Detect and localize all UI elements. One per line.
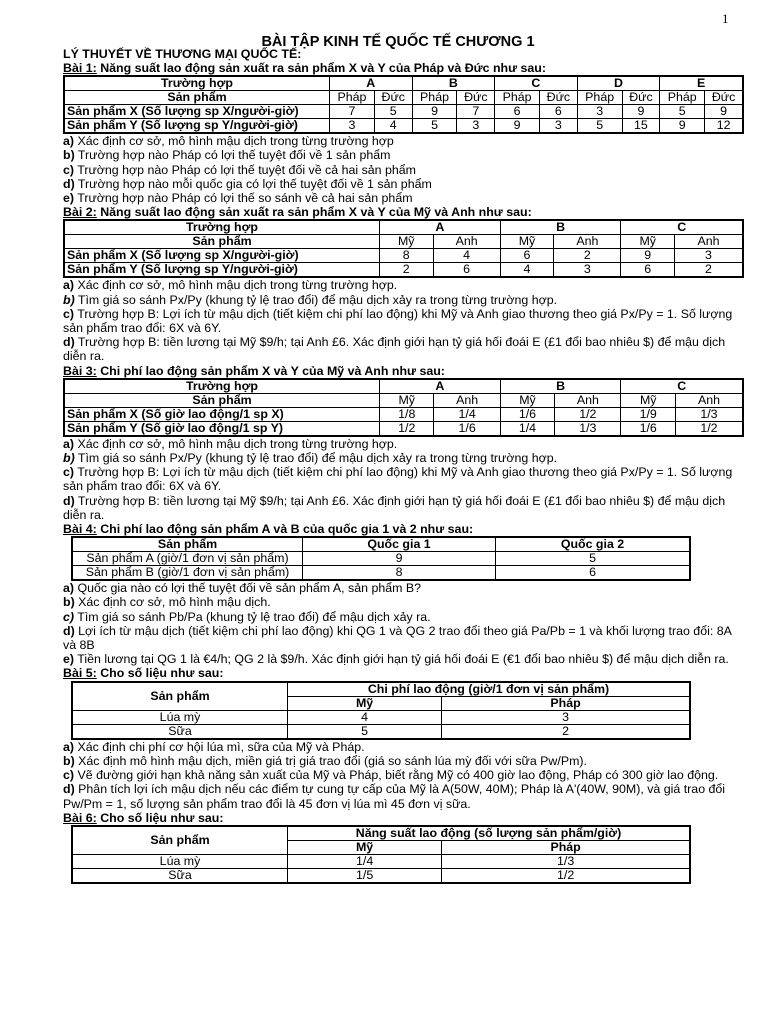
table-cell: 3 <box>330 119 375 134</box>
exercise-4-heading: Bài 4: Chi phí lao động sản phẩm A và B của quốc gia 1 và 2 như sau: <box>63 522 474 537</box>
exercise-1-heading: Bài 1: Năng suất lao động sản xuất ra sản phẩm X và Y của Pháp và Đức như sau: <box>63 61 546 75</box>
case-header: C <box>621 379 743 394</box>
table-cell: 1/5 <box>288 868 442 883</box>
table-cell: 1/6 <box>434 421 500 436</box>
exercise-4-table <box>71 536 691 581</box>
question: b) Tìm giá so sánh Px/Py (khung tỷ lệ trao đổi) để mậu dịch xảy ra trong từng trường hợp. <box>63 451 558 466</box>
question: e) Tiền lương tại QG 1 là €4/h; QG 2 là $9/h. Xác định giới hạn tỷ giá hối đoái E (€1 đổi bao nhiêu $) để mậu dịch diễn ra. <box>63 652 729 667</box>
row-label: Sản phẩm Y (Số lượng sp Y/người-giờ) <box>64 263 380 278</box>
table-row <box>64 249 743 263</box>
row-label: Lúa mỳ <box>72 854 288 868</box>
country-header: Pháp <box>442 696 690 710</box>
table-cell: 4 <box>374 119 412 134</box>
table-cell: 3 <box>442 710 690 724</box>
table-cell: 3 <box>554 263 621 278</box>
case-header: A <box>380 220 501 235</box>
row-label: Sản phẩm X (Số lượng sp X/người-giờ) <box>64 105 330 119</box>
exercise-3-questions <box>63 437 743 522</box>
table-cell: 1/6 <box>500 407 554 421</box>
section-heading: LÝ THUYẾT VỀ THƯƠNG MẠI QUỐC TẾ: <box>63 47 302 61</box>
table-row <box>64 407 743 421</box>
table-row <box>72 868 690 883</box>
question: c) Tìm giá so sánh Pb/Pa (khung tỷ lệ trao đổi) để mậu dịch xảy ra. <box>63 609 431 624</box>
case-header: C <box>495 76 578 91</box>
table-cell: 6 <box>496 566 690 581</box>
case-header: B <box>500 379 621 394</box>
question: a) Quốc gia nào có lợi thế tuyệt đối về sản phẩm A, sản phẩm B? <box>63 581 422 596</box>
table-header: Quốc gia 1 <box>303 537 496 552</box>
exercise-2-table <box>63 219 744 278</box>
row-label: Sản phẩm Y (Số giờ lao động/1 sp Y) <box>64 421 380 436</box>
exercise-3-heading: Bài 3: Chi phí lao động sản phẩm X và Y của Mỹ và Anh như sau: <box>63 363 445 378</box>
table-cell: 1/2 <box>442 868 690 883</box>
table-row <box>64 263 743 278</box>
question: d) Lợi ích từ mậu dịch (tiết kiệm chi phí lao động) khi QG 1 và QG 2 trao đổi theo giá Pa/Pb = 1 và khối lượng trao đổi: 8A và 8B <box>63 623 732 653</box>
exercise-1-questions <box>63 134 743 205</box>
table-row <box>72 854 690 868</box>
table-cell: 5 <box>577 119 622 134</box>
table-cell: 5 <box>374 105 412 119</box>
table-cell: 9 <box>412 105 457 119</box>
row-label: Sản phẩm Y (Số lượng sp Y/người-giờ) <box>64 119 330 134</box>
exercise-2-questions <box>63 278 743 363</box>
table-cell: 6 <box>495 105 540 119</box>
question: a) Xác định chi phí cơ hội lúa mì, sữa của Mỹ và Pháp. <box>63 739 365 754</box>
table-cell: 6 <box>433 263 500 278</box>
country-header: Mỹ <box>621 393 675 407</box>
table-cell: 1/3 <box>555 421 621 436</box>
table-cell: 2 <box>442 724 690 739</box>
table-cell: 3 <box>577 105 622 119</box>
country-header: Mỹ <box>500 235 554 249</box>
table-cell: 3 <box>540 119 578 134</box>
country-header: Anh <box>555 393 621 407</box>
table-header: Sản phẩm <box>64 393 380 407</box>
table-row <box>72 552 690 566</box>
country-header: Pháp <box>577 91 622 105</box>
table-header: Sản phẩm <box>72 826 288 855</box>
table-cell: 5 <box>496 552 690 566</box>
country-header: Anh <box>434 393 500 407</box>
table-cell: 1/4 <box>500 421 554 436</box>
question: c) Trường hợp B: Lợi ích từ mậu dịch (tiết kiệm chi phí lao động) khi Mỹ và Anh giao thương theo giá Px/Py = 1. Số lượng sản phẩm trao đổi: 6X và 6Y. <box>63 465 733 494</box>
case-header: B <box>500 220 621 235</box>
table-header: Sản phẩm <box>72 537 303 552</box>
case-header: C <box>621 220 743 235</box>
exercise-6-heading: Bài 6: Cho số liệu như sau: <box>63 810 224 825</box>
table-cell: 2 <box>554 249 621 263</box>
exercise-6-table <box>71 825 691 884</box>
table-cell: 7 <box>457 105 495 119</box>
table-cell: 6 <box>500 249 554 263</box>
country-header: Đức <box>374 91 412 105</box>
table-cell: 1/8 <box>380 407 434 421</box>
table-cell: 6 <box>540 105 578 119</box>
table-cell: 4 <box>288 710 442 724</box>
table-cell: 1/2 <box>555 407 621 421</box>
question: d) Trường hợp nào mỗi quốc gia có lợi thế tuyệt đối về 1 sản phẩm <box>63 176 432 191</box>
question: b) Xác định mô hình mậu dịch, miền giá trị giá trao đổi (giá so sánh lúa mỳ đối với sữa Pw/Pm). <box>63 753 587 768</box>
table-row <box>64 421 743 436</box>
country-header: Mỹ <box>380 235 434 249</box>
country-header: Pháp <box>330 91 375 105</box>
table-header: Trường hợp <box>64 220 380 235</box>
table-cell: 8 <box>303 566 496 581</box>
country-header: Mỹ <box>288 840 442 854</box>
table-cell: 9 <box>495 119 540 134</box>
exercise-5-heading: Bài 5: Cho số liệu như sau: <box>63 666 224 681</box>
exercise-3-table <box>63 378 744 437</box>
table-cell: 1/9 <box>621 407 675 421</box>
case-header: B <box>412 76 495 91</box>
table-cell: 1/3 <box>442 854 690 868</box>
country-header: Đức <box>540 91 578 105</box>
row-label: Sản phẩm X (Số giờ lao động/1 sp X) <box>64 407 380 421</box>
question: c) Vẽ đường giới hạn khả năng sản xuất của Mỹ và Pháp, biết rằng Mỹ có 400 giờ lao động, Pháp có 300 giờ lao động. <box>63 768 719 783</box>
question: a) Xác định cơ sở, mô hình mậu dịch trong từng trường hợp <box>63 134 394 149</box>
table-row <box>72 724 690 739</box>
table-cell: 5 <box>288 724 442 739</box>
table-row <box>72 710 690 724</box>
exercise-5-table <box>71 681 691 740</box>
country-header: Pháp <box>660 91 705 105</box>
table-row <box>72 566 690 581</box>
country-header: Đức <box>705 91 743 105</box>
table-header: Quốc gia 2 <box>496 537 690 552</box>
exercise-5-questions <box>63 740 743 811</box>
table-cell: 8 <box>380 249 434 263</box>
table-cell: 5 <box>412 119 457 134</box>
table-cell: 7 <box>330 105 375 119</box>
table-cell: 4 <box>500 263 554 278</box>
table-cell: 5 <box>660 105 705 119</box>
table-cell: 1/3 <box>675 407 743 421</box>
table-row <box>64 105 743 119</box>
country-header: Pháp <box>412 91 457 105</box>
country-header: Anh <box>675 393 743 407</box>
table-header: Chi phí lao động (giờ/1 đơn vị sản phẩm) <box>288 682 691 697</box>
exercise-2-heading: Bài 2: Năng suất lao động sản xuất ra sản phẩm X và Y của Mỹ và Anh như sau: <box>63 205 532 220</box>
question: d) Phân tích lợi ích mậu dịch nếu các điểm tự cung tự cấp của Mỹ là A(50W, 40M); Pháp là A'(40W, 90M), và giá trao đổi Pw/Pm = 1, số lượng sản phẩm trao đổi là 45 đơn vị lúa mì 45 đơn vị sữa. <box>63 782 726 811</box>
table-cell: 15 <box>622 119 660 134</box>
table-cell: 1/2 <box>675 421 743 436</box>
country-header: Pháp <box>442 840 690 854</box>
table-header: Năng suất lao động (số lượng sản phẩm/giờ) <box>288 826 691 841</box>
country-header: Mỹ <box>380 393 434 407</box>
document-body <box>63 33 743 884</box>
table-cell: 9 <box>660 119 705 134</box>
table-cell: 12 <box>705 119 743 134</box>
country-header: Anh <box>433 235 500 249</box>
table-cell: 1/6 <box>621 421 675 436</box>
table-row <box>64 119 743 134</box>
table-cell: 2 <box>380 263 434 278</box>
question: a) Xác định cơ sở, mô hình mậu dịch trong từng trường hợp. <box>63 436 398 451</box>
table-cell: 9 <box>622 105 660 119</box>
table-cell: 9 <box>705 105 743 119</box>
row-label: Sản phẩm A (giờ/1 đơn vị sản phẩm) <box>72 552 303 566</box>
question: b) Tìm giá so sánh Px/Py (khung tỷ lệ trao đổi) để mậu dịch xảy ra trong từng trường hợp. <box>63 292 558 307</box>
table-cell: 2 <box>674 263 743 278</box>
table-cell: 6 <box>621 263 675 278</box>
table-header: Trường hợp <box>64 76 330 91</box>
exercise-4-questions <box>63 581 743 666</box>
row-label: Sữa <box>72 868 288 883</box>
table-cell: 1/2 <box>380 421 434 436</box>
question: a) Xác định cơ sở, mô hình mậu dịch trong từng trường hợp. <box>63 278 398 293</box>
question: e) Trường hợp nào Pháp có lợi thế so sánh về cả hai sản phẩm <box>63 191 413 206</box>
question: c) Trường hợp B: Lợi ích từ mậu dịch (tiết kiệm chi phí lao động) khi Mỹ và Anh giao thương theo giá Px/Py = 1. Số lượng sản phẩm trao đổi: 6X và 6Y. <box>63 306 733 336</box>
table-cell: 9 <box>303 552 496 566</box>
country-header: Pháp <box>495 91 540 105</box>
table-cell: 3 <box>457 119 495 134</box>
table-header: Sản phẩm <box>64 91 330 105</box>
question: d) Trường hợp B: tiền lương tại Mỹ $9/h; tại Anh £6. Xác định giới hạn tỷ giá hối đoái E (£1 đổi bao nhiêu $) để mậu dịch diễn ra. <box>63 493 726 522</box>
table-cell: 3 <box>674 249 743 263</box>
table-cell: 1/4 <box>434 407 500 421</box>
question: d) Trường hợp B: tiền lương tại Mỹ $9/h; tại Anh £6. Xác định giới hạn tỷ giá hối đoái E (£1 đổi bao nhiêu $) để mậu dịch diễn ra. <box>63 335 726 364</box>
country-header: Anh <box>554 235 621 249</box>
table-cell: 4 <box>433 249 500 263</box>
country-header: Đức <box>457 91 495 105</box>
row-label: Sữa <box>72 724 288 739</box>
page-number: 1 <box>722 11 729 26</box>
case-header: A <box>380 379 501 394</box>
case-header: D <box>577 76 660 91</box>
case-header: A <box>330 76 413 91</box>
question: c) Trường hợp nào Pháp có lợi thế tuyệt đối về cả hai sản phẩm <box>63 162 416 177</box>
row-label: Sản phẩm B (giờ/1 đơn vị sản phẩm) <box>72 566 303 581</box>
country-header: Mỹ <box>621 235 675 249</box>
country-header: Mỹ <box>288 696 442 710</box>
table-cell: 1/4 <box>288 854 442 868</box>
case-header: E <box>660 76 743 91</box>
row-label: Sản phẩm X (Số lượng sp X/người-giờ) <box>64 249 380 263</box>
country-header: Anh <box>674 235 743 249</box>
exercise-1-table <box>63 75 744 134</box>
country-header: Mỹ <box>500 393 554 407</box>
document-title: BÀI TẬP KINH TẾ QUỐC TẾ CHƯƠNG 1 <box>261 34 535 50</box>
question: b) Trường hợp nào Pháp có lợi thế tuyệt đối về 1 sản phẩm <box>63 148 391 163</box>
table-header: Trường hợp <box>64 379 380 394</box>
table-header: Sản phẩm <box>64 235 380 249</box>
table-header: Sản phẩm <box>72 682 288 711</box>
row-label: Lúa mỳ <box>72 710 288 724</box>
question: b) Xác định cơ sở, mô hình mậu dịch. <box>63 595 271 610</box>
country-header: Đức <box>622 91 660 105</box>
table-cell: 9 <box>621 249 675 263</box>
